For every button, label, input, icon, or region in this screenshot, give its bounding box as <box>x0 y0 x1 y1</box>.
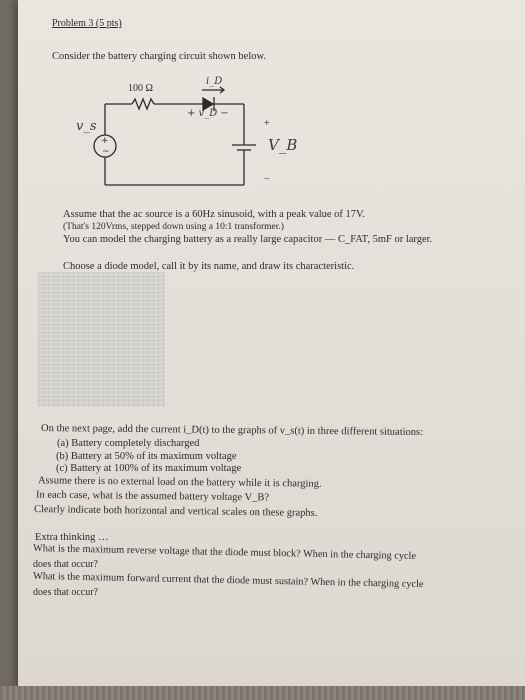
battery-minus: − <box>264 174 270 185</box>
extra-q2-line1: What is the maximum forward current that the diode must sustain? When in the charging cycle <box>32 570 424 591</box>
item-c: (c) Battery at 100% of its maximum voltage <box>56 463 242 474</box>
extra-heading: Extra thinking … <box>35 532 109 543</box>
assumption-3: You can model the charging battery as a really large capacitor — C_FAT, 5mF or larger. <box>63 234 433 245</box>
choose-model-text: Choose a diode model, call it by its name, and draw its characteristic. <box>63 261 355 272</box>
intro-text: Consider the battery charging circuit shown below. <box>52 51 267 62</box>
assumption-1: Assume that the ac source is a 60Hz sinusoid, with a peak value of 17V. <box>63 209 365 220</box>
assumption-2: (That's 120Vrms, stepped down using a 10:1 transformer.) <box>63 222 284 232</box>
svg-text:~: ~ <box>102 147 110 157</box>
item-a: (a) Battery completely discharged <box>57 438 200 449</box>
desk-surface <box>0 686 525 700</box>
item-b: (b) Battery at 50% of its maximum voltage <box>56 451 237 462</box>
svg-text:+: + <box>101 136 109 146</box>
extra-q1-line1: What is the maximum reverse voltage that the diode must block? When in the charging cycle <box>32 542 417 563</box>
extra-q1-line2: does that occur? <box>33 559 98 570</box>
battery-label: V_B <box>268 136 298 154</box>
source-label: v_s <box>76 119 97 134</box>
current-label: i_D <box>206 76 223 87</box>
resistor-label: 100 Ω <box>128 83 153 94</box>
extra-q2-line2: does that occur? <box>33 587 98 598</box>
next-page-intro: On the next page, add the current i_D(t) to the graphs of v_s(t) in three different situations: <box>40 422 424 439</box>
note-3: Clearly indicate both horizontal and vertical scales on these graphs. <box>33 504 318 519</box>
diode-voltage-label: + v_D − <box>187 108 229 119</box>
battery-plus: + <box>264 118 270 129</box>
problem-title: Problem 3 (5 pts) <box>52 18 122 29</box>
note-1: Assume there is no external load on the battery while it is charging. <box>37 475 322 490</box>
blank-answer-area <box>38 272 165 407</box>
note-2: In each case, what is the assumed battery voltage V_B? <box>35 489 270 504</box>
